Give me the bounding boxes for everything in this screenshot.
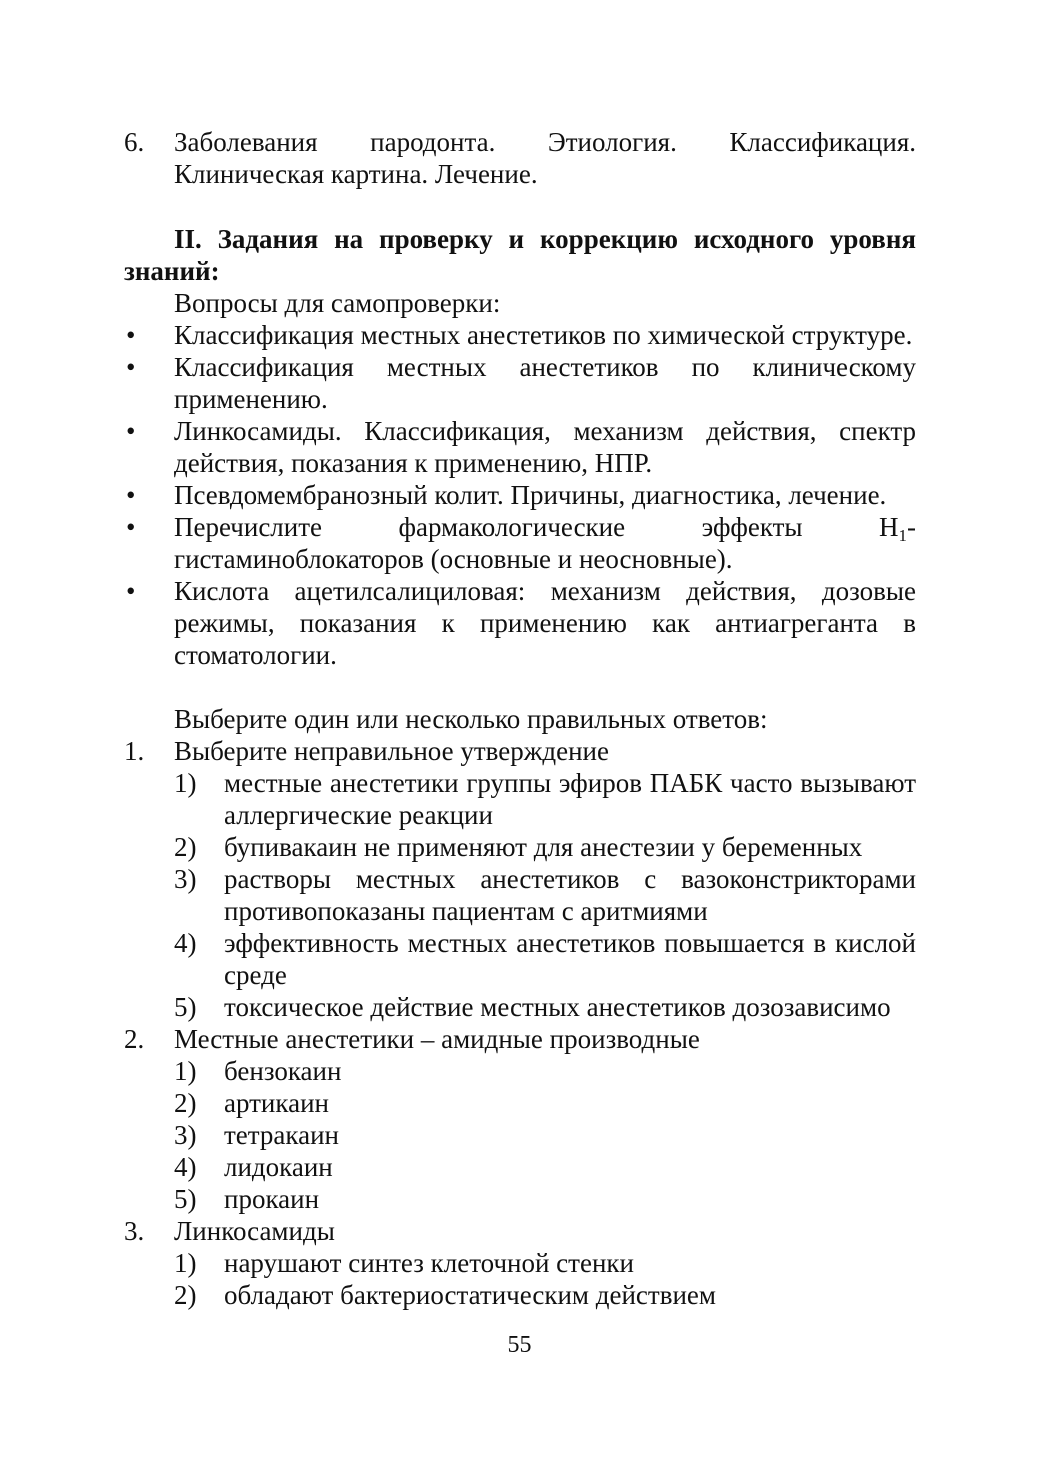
question-text-continued: гистаминоблокаторов (основные и неосновные). [174, 544, 733, 574]
answer-option [124, 1119, 916, 1151]
option-text: растворы местных анестетиков с вазоконстрикторами противопоказаны пациентам с аритмиями [224, 864, 916, 926]
option-number: 2) [174, 1280, 197, 1310]
self-check-question [124, 575, 916, 671]
option-text: бензокаин [224, 1056, 342, 1086]
option-text: прокаин [224, 1184, 320, 1214]
answer-option [124, 1151, 916, 1183]
test-instruction: Выберите один или несколько правильных ответов: [174, 704, 768, 734]
intro-item-number: 6. [124, 127, 145, 157]
bullet-marker: • [126, 416, 136, 446]
question-text: Псевдомембранозный колит. Причины, диагностика, лечение. [174, 480, 887, 510]
option-text: бупивакаин не применяют для анестезии у беременных [224, 832, 863, 862]
answer-option [124, 863, 916, 927]
option-text: токсическое действие местных анестетиков дозозависимо [224, 992, 891, 1022]
option-number: 1) [174, 1056, 197, 1086]
subscript: 1 [898, 526, 907, 545]
self-check-question [124, 351, 916, 415]
answer-option [124, 927, 916, 991]
bullet-marker: • [126, 480, 136, 510]
option-text: нарушают синтез клеточной стенки [224, 1248, 634, 1278]
option-text: местные анестетики группы эфиров ПАБК часто вызывают аллергические реакции [224, 768, 916, 830]
answer-option [124, 1247, 916, 1279]
test-question [124, 735, 916, 767]
option-text: тетракаин [224, 1120, 339, 1150]
option-number: 4) [174, 1152, 197, 1182]
question-text: Линкосамиды [174, 1216, 335, 1246]
option-number: 5) [174, 992, 197, 1022]
bullet-marker: • [126, 576, 136, 606]
question-number: 1. [124, 736, 145, 766]
option-number: 3) [174, 1120, 197, 1150]
self-check-question [124, 511, 916, 575]
question-number: 2. [124, 1024, 145, 1054]
question-text: Перечислите фармакологические эффекты H [174, 512, 899, 542]
section-heading: II. Задания на проверку и коррекцию исходного уровня знаний: [124, 224, 916, 286]
option-text: артикаин [224, 1088, 329, 1118]
page-content [124, 126, 916, 1311]
question-text: Выберите неправильное утверждение [174, 736, 609, 766]
bullet-marker: • [126, 352, 136, 382]
hyphen: - [907, 512, 916, 542]
self-check-question [124, 415, 916, 479]
answer-option [124, 1055, 916, 1087]
answer-option [124, 1183, 916, 1215]
option-number: 2) [174, 1088, 197, 1118]
test-question [124, 1023, 916, 1055]
self-check-label: Вопросы для самопроверки: [174, 288, 501, 318]
option-number: 1) [174, 768, 197, 798]
bullet-marker: • [126, 320, 136, 350]
option-number: 2) [174, 832, 197, 862]
answer-option [124, 1279, 916, 1311]
intro-list-item [124, 126, 916, 190]
self-check-question [124, 319, 916, 351]
option-number: 4) [174, 928, 197, 958]
bullet-marker: • [126, 512, 136, 542]
test-question [124, 1215, 916, 1247]
question-text: Линкосамиды. Классификация, механизм действия, спектр действия, показания к применению, НПР. [174, 416, 916, 478]
option-text: лидокаин [224, 1152, 333, 1182]
question-text: Кислота ацетилсалициловая: механизм действия, дозовые режимы, показания к применению как антиагреганта в стоматологии. [174, 576, 916, 670]
answer-option [124, 1087, 916, 1119]
option-number: 5) [174, 1184, 197, 1214]
option-number: 3) [174, 864, 197, 894]
answer-option [124, 831, 916, 863]
option-text: эффективность местных анестетиков повышается в кислой среде [224, 928, 916, 990]
intro-item-text: Заболевания пародонта. Этиология. Классификация. Клиническая картина. Лечение. [174, 127, 916, 189]
answer-option [124, 991, 916, 1023]
option-text: обладают бактериостатическим действием [224, 1280, 716, 1310]
question-number: 3. [124, 1216, 145, 1246]
question-text: Местные анестетики – амидные производные [174, 1024, 700, 1054]
question-text: Классификация местных анестетиков по химической структуре. [174, 320, 913, 350]
question-text: Классификация местных анестетиков по клиническому применению. [174, 352, 916, 414]
self-check-question [124, 479, 916, 511]
question-text-line [174, 511, 916, 543]
option-number: 1) [174, 1248, 197, 1278]
answer-option [124, 767, 916, 831]
page-number: 55 [507, 1332, 532, 1358]
